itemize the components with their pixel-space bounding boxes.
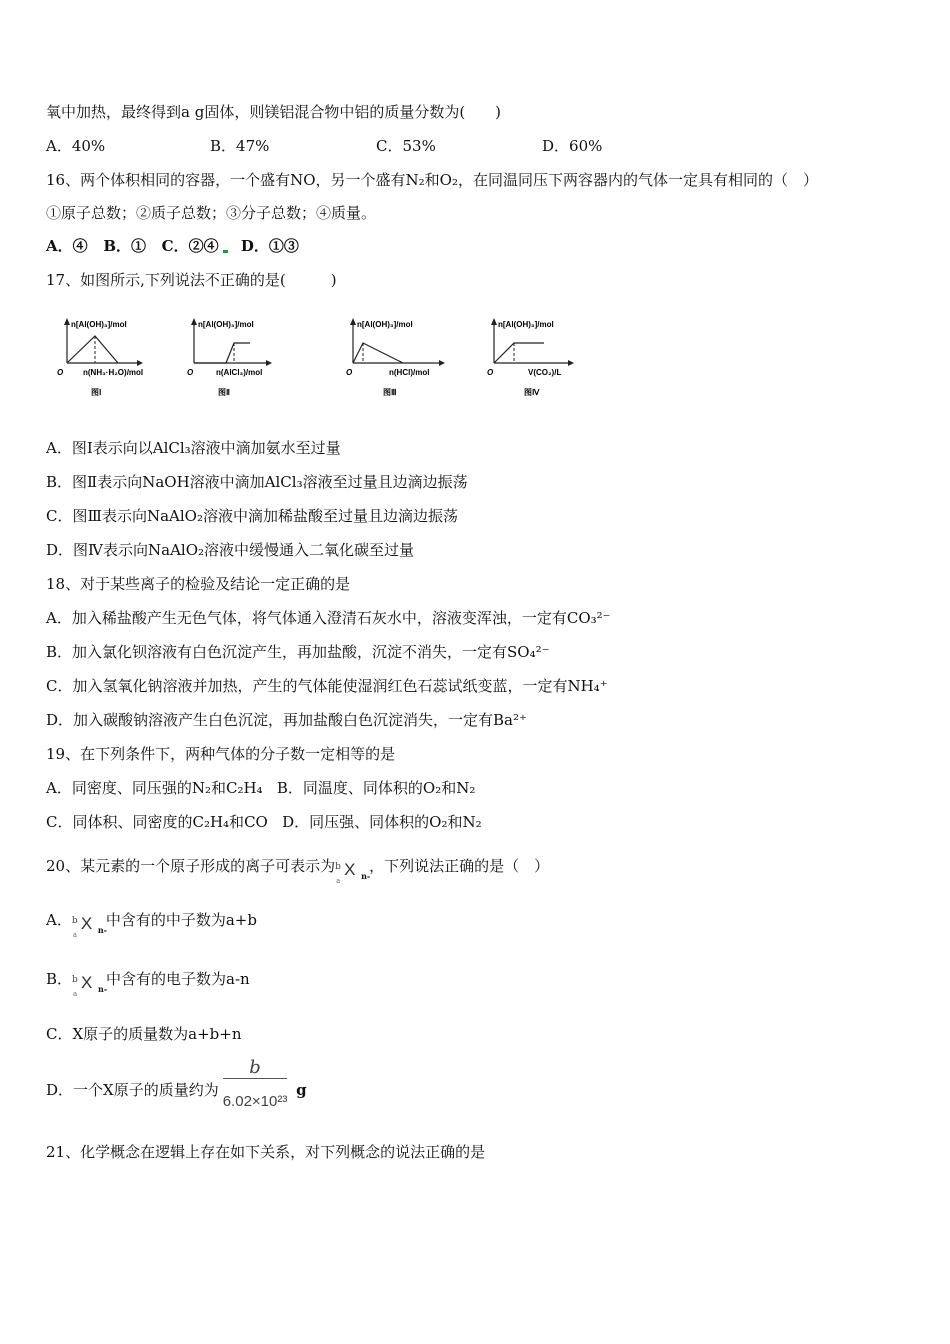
figure-1-graph [55,313,185,405]
fraction-denominator: 6.02×10²³ [223,1078,288,1124]
q17-option-d[interactable]: D．图Ⅳ表示向NaAlO₂溶液中缓慢通入二氧化碳至过量 [46,541,415,559]
figure-3-xlabel: n(HCl)/mol [389,368,430,377]
figure-4-origin: O [487,368,494,377]
mass-number: b [71,916,78,926]
figure-1-origin: O [57,368,64,377]
figure-2-ylabel: n[Al(OH)₃]/mol [198,320,254,329]
figure-2-xlabel: n(AlCl₃)/mol [216,368,263,377]
q20-stem-pre: 20、某元素的一个原子形成的离子可表示为 [46,857,336,875]
q19-option-d[interactable]: D．同压强、同体积的O₂和N₂ [282,813,482,831]
q16-option-b[interactable]: B．① [103,237,146,255]
q15-option-a[interactable]: A．40% [46,137,106,155]
q15-option-b[interactable]: B．47% [210,137,270,155]
q16-option-a[interactable]: A．④ [46,237,88,255]
q20-option-a[interactable] [46,906,257,939]
figure-3-ylabel: n[Al(OH)₃]/mol [357,320,413,329]
q18-stem: 18、对于某些离子的检验及结论一定正确的是 [46,575,351,593]
q15-option-c[interactable]: C．53% [376,137,436,155]
q20-option-b[interactable] [46,965,250,998]
q17-option-c[interactable]: C．图Ⅲ表示向NaAlO₂溶液中滴加稀盐酸至过量且边滴边振荡 [46,507,458,525]
figure-4-xlabel: V(CO₂)/L [528,368,562,377]
element-symbol: X [81,973,93,992]
q19-option-b[interactable]: B．同温度、同体积的O₂和N₂ [276,779,476,797]
ion-charge: n- [361,871,371,881]
atomic-number: a [72,931,78,939]
q17-option-b[interactable]: B．图Ⅱ表示向NaOH溶液中滴加AlCl₃溶液至过量且边滴边振荡 [46,473,468,491]
element-symbol: X [80,914,93,933]
figure-2-caption: 图Ⅱ [218,388,230,397]
q20-stem [46,852,550,885]
figure-1-caption: 图Ⅰ [91,388,102,397]
q19-options-row-2 [46,812,482,832]
q18-option-c[interactable]: C．加入氢氧化钠溶液并加热，产生的气体能使湿润红色石蕊试纸变蓝，一定有NH₄⁺ [46,677,608,695]
q19-option-a[interactable]: A．同密度、同压强的N₂和C₂H₄ [46,779,263,797]
figure-2 [188,313,318,405]
figure-4-ylabel: n[Al(OH)₃]/mol [498,320,554,329]
q18-option-a[interactable]: A．加入稀盐酸产生无色气体，将气体通入澄清石灰水中，溶液变浑浊，一定有CO₃²⁻ [46,609,611,627]
element-symbol: X [344,860,356,879]
figure-4 [488,313,618,405]
q19-stem: 19、在下列条件下，两种气体的分子数一定相等的是 [46,745,396,763]
figure-1-xlabel: n(NH₃·H₂O)/mol [83,368,144,377]
q19-options-row-1 [46,778,475,798]
q17-stem: 17、如图所示,下列说法不正确的是( ) [46,271,337,289]
figure-1 [55,313,185,405]
green-mark [223,250,228,253]
q20-option-b-label: B． [46,970,73,988]
q20-option-d-text: 一个X原子的质量约为 [73,1081,219,1099]
q21-stem: 21、化学概念在逻辑上存在如下关系，对下列概念的说法正确的是 [46,1143,486,1161]
q16-stem: 16、两个体积相同的容器，一个盛有NO，另一个盛有N₂和O₂，在同温同压下两容器内的气体一定具有相同的（ ） [46,171,818,189]
atomic-number: a [73,990,78,998]
ion-symbol [71,907,107,939]
q18-option-b[interactable]: B．加入氯化钡溶液有白色沉淀产生，再加盐酸，沉淀不消失，一定有SO₄²⁻ [46,643,550,661]
q18-option-d[interactable]: D．加入碳酸钠溶液产生白色沉淀，再加盐酸白色沉淀消失，一定有Ba²⁺ [46,711,527,729]
figure-3-origin: O [346,368,353,377]
q20-option-a-label: A． [46,911,72,929]
mass-fraction [223,1058,288,1124]
figure-3-graph [347,313,477,405]
q15-options [46,136,602,156]
atomic-number: a [336,877,341,885]
ion-charge: n- [97,925,107,935]
mass-number: b [72,975,78,985]
q15-option-d[interactable]: D．60% [542,137,603,155]
q20-option-d[interactable] [46,1058,307,1124]
figure-3 [347,313,477,405]
q16-options [46,236,299,256]
unit-label: g [296,1081,307,1099]
q19-option-c[interactable]: C．同体积、同密度的C₂H₄和CO [46,813,268,831]
ion-charge: n- [98,984,108,994]
figure-3-caption: 图Ⅲ [383,388,397,397]
mass-number: b [335,862,341,872]
q17-option-a[interactable]: A．图Ⅰ表示向以AlCl₃溶液中滴加氨水至过量 [46,439,341,457]
q17-figures [55,313,595,405]
q20-stem-post: ，下列说法正确的是（ ） [369,857,550,875]
ion-symbol [72,966,108,998]
q16-option-c[interactable]: C．②④ [161,237,219,255]
fraction-numerator: b [249,1057,261,1078]
figure-4-graph [488,313,618,405]
q20-option-d-label: D． [46,1081,74,1099]
q15-continuation: 氧中加热，最终得到a g固体，则镁铝混合物中铝的质量分数为( ) [46,103,502,121]
q20-option-a-text: 中含有的中子数为a+b [105,911,257,929]
figure-1-ylabel: n[Al(OH)₃]/mol [71,320,127,329]
figure-2-origin: O [187,368,194,377]
ion-symbol [335,853,371,885]
figure-4-caption: 图Ⅳ [524,388,540,397]
q16-option-d[interactable]: D．①③ [240,237,299,255]
q20-option-c[interactable]: C．X原子的质量数为a+b+n [46,1025,242,1043]
figure-2-graph [188,313,318,405]
q16-items: ①原子总数；②质子总数；③分子总数；④质量。 [46,204,377,222]
q20-option-b-text: 中含有的电子数为a-n [106,970,250,988]
